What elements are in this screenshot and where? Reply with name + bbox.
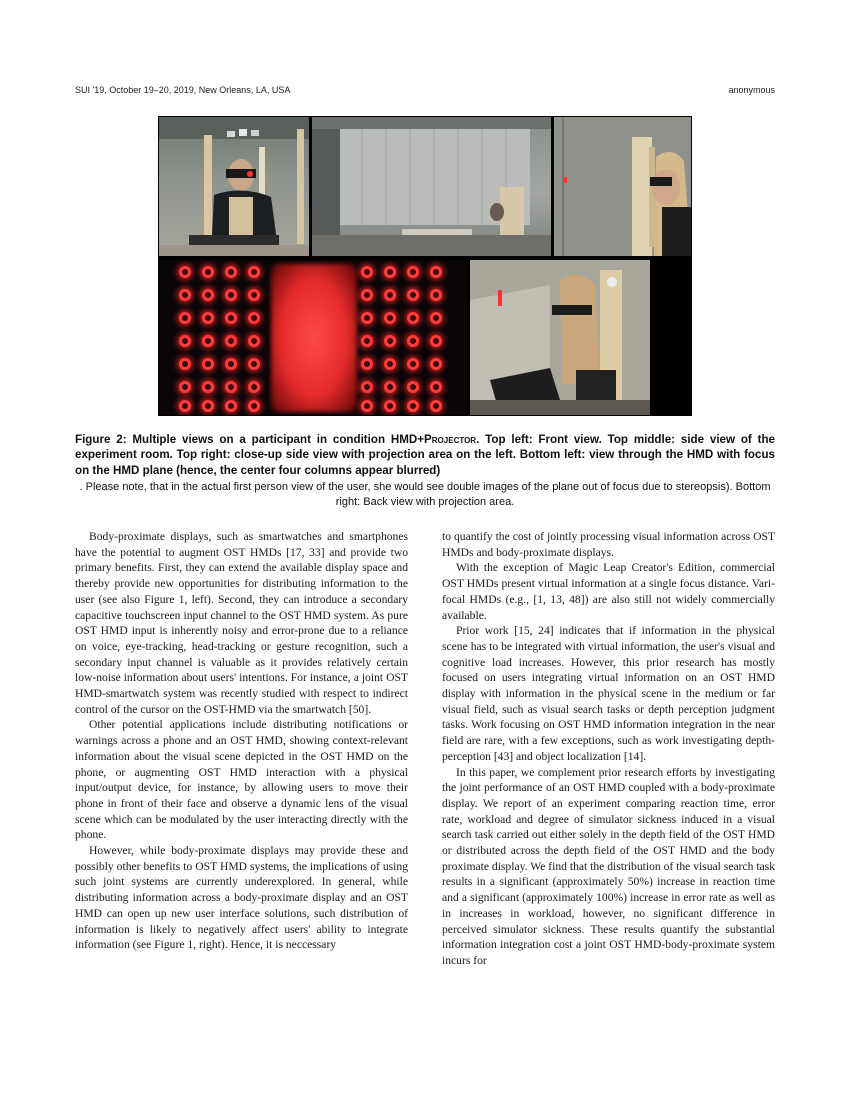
target-ring [248, 289, 260, 301]
target-ring [430, 335, 442, 347]
paragraph: Other potential applications include distributing notifications or warnings across a phone and an OST HMD, showing context-relevant information about the visual scene depicted in the OST HMD on the phone, or augmenting OST HMD interaction with a physical input/output device, for instance, by allowing users to move their phone in front of their face and observe a dynamic lens of the visual scene which can be modulated by the user interacting directly with the phone. [75, 718, 408, 842]
target-ring [407, 266, 419, 278]
target-ring [179, 400, 191, 412]
target-ring [361, 266, 373, 278]
panel-closeup-side-view [554, 117, 691, 256]
target-ring [225, 266, 237, 278]
target-ring [430, 312, 442, 324]
target-ring [179, 381, 191, 393]
front-view-illustration [159, 117, 309, 256]
conference-info: SUI '19, October 19–20, 2019, New Orleans, LA, USA [75, 85, 291, 95]
target-ring [248, 381, 260, 393]
target-ring [248, 312, 260, 324]
running-header [75, 85, 775, 99]
target-ring [384, 381, 396, 393]
body-column-left [75, 529, 408, 953]
target-ring [384, 400, 396, 412]
figure-margin [652, 260, 692, 415]
target-ring [407, 400, 419, 412]
target-ring [361, 381, 373, 393]
back-view-illustration [470, 260, 650, 415]
room-side-view-illustration [312, 117, 551, 256]
target-ring [202, 358, 214, 370]
target-ring [384, 358, 396, 370]
target-ring [248, 266, 260, 278]
target-ring [179, 312, 191, 324]
paragraph: However, while body-proximate displays may provide these and possibly other benefits to OST HMD systems, the implications of using such joint systems are currently underexplored. In general, while distributing information across a body-proximate display and an OST HMD can open up new user interface solutions, such distribution of information is likely to negatively affect users' ability to integrate information (see Figure 1, right). Hence, it is neccessary [75, 844, 408, 952]
target-ring [407, 381, 419, 393]
target-ring [384, 312, 396, 324]
target-ring [407, 335, 419, 347]
target-ring [248, 358, 260, 370]
target-ring [202, 400, 214, 412]
target-ring [430, 289, 442, 301]
target-ring [407, 312, 419, 324]
target-ring [430, 381, 442, 393]
figure-2-image [158, 116, 692, 416]
target-ring [430, 400, 442, 412]
target-ring [225, 400, 237, 412]
target-ring [361, 289, 373, 301]
target-ring [407, 358, 419, 370]
body-column-right [442, 529, 775, 969]
panel-hmd-view [159, 260, 467, 415]
caption-label: Figure 2: Multiple views on a participant in condition HMD+ [75, 433, 425, 446]
target-ring [430, 358, 442, 370]
target-ring [361, 400, 373, 412]
panel-room-side-view [312, 117, 551, 256]
paragraph-continued: to quantify the cost of jointly processing visual information across OST HMDs and body-proximate displays. [442, 530, 775, 559]
target-ring [384, 266, 396, 278]
paragraph: Prior work [15, 24] indicates that if information in the physical scene has to be integrated with virtual information, the user's visual and cognitive load increases. However, this prior research has mostly focused on users integrating virtual information on an OST HMD display with information in the physical scene in the medium or far visual field, such as visual search tasks or depth perception judgment tasks. Work focusing on OST HMD information integration in the near field are rare, with a few exceptions, such as work investigating depth-perception [43] and object localization [14]. [442, 624, 775, 763]
target-ring [202, 266, 214, 278]
target-ring [179, 358, 191, 370]
target-ring [248, 400, 260, 412]
author-info: anonymous [728, 85, 775, 95]
target-ring [225, 381, 237, 393]
figure-caption-note: . Please note, that in the actual first person view of the user, she would see double images of the plane out of focus due to stereopsis). Bottom right: Back view with projection area. [79, 481, 771, 508]
target-ring [407, 289, 419, 301]
figure-caption [75, 432, 775, 478]
paragraph: In this paper, we complement prior research efforts by investigating the joint performance of an OST HMD coupled with a body-proximate display. We report of an experiment comparing reaction time, error rate, workload and degree of simulator sickness induced in a visual search task carried out either solely in the depth field of the OST HMD or distributed across the depth field of the OST HMD and the body proximate display. We find that the distribution of the visual search task results in a significant (approximately 50%) increase in reaction time and a significant (approximately 100%) increase in error rate as well as in increases in workload, however, no significant difference in perceived simulator sickness. These results quantify the substantial information integration cost a joint OST HMD-body-proximate system incurs for [442, 765, 775, 967]
target-ring [225, 358, 237, 370]
target-ring [225, 312, 237, 324]
target-ring [202, 289, 214, 301]
target-ring [384, 289, 396, 301]
target-ring [430, 266, 442, 278]
target-ring [179, 266, 191, 278]
target-ring [361, 358, 373, 370]
target-ring [248, 335, 260, 347]
target-ring [202, 335, 214, 347]
closeup-view-illustration [554, 117, 691, 256]
target-ring [225, 335, 237, 347]
caption-condition: Projector [424, 433, 477, 446]
target-ring [225, 289, 237, 301]
target-ring [361, 335, 373, 347]
target-ring [202, 312, 214, 324]
panel-back-view [470, 260, 650, 415]
paragraph: Body-proximate displays, such as smartwatches and smartphones have the potential to augment OST HMDs [17, 33] and provide two primary benefits. First, they can extend the available display space and thereby provide new opportunities for distributing information to the user (see also Figure 1, left). Second, they can introduce a secondary capacitive touchscreen input channel to the OST HMD system. As pure OST HMD input is inherently noisy and error-prone due to a reliance on voice, eye-tracking, head-tracking or gesture recognition, such a secondary input channel is valuable as it provides relatively certain low-noise information about users' intentions. For instance, a joint OST HMD-smartwatch system was recently studied with respect to indirect control of the cursor on the OST-HMD via the smartwatch [50]. [75, 530, 408, 716]
panel-front-view [159, 117, 309, 256]
blurred-center-columns [271, 264, 357, 412]
target-ring [361, 312, 373, 324]
target-ring [384, 335, 396, 347]
target-ring [179, 335, 191, 347]
target-ring [202, 381, 214, 393]
target-ring [179, 289, 191, 301]
caption-rest: . Top left: Front view. Top middle: side view of the experiment room. Top right: close-up side view with projection area on the left. Bottom left: view through the HMD with focus on the HMD plane (hence, the center four columns appear blurred) [75, 433, 776, 477]
paragraph: With the exception of Magic Leap Creator's Edition, commercial OST HMDs present virtual information at a single focus distance. Vari-focal HMDs (e.g., [1, 13, 48]) are also still not widely commercially available. [442, 561, 775, 622]
